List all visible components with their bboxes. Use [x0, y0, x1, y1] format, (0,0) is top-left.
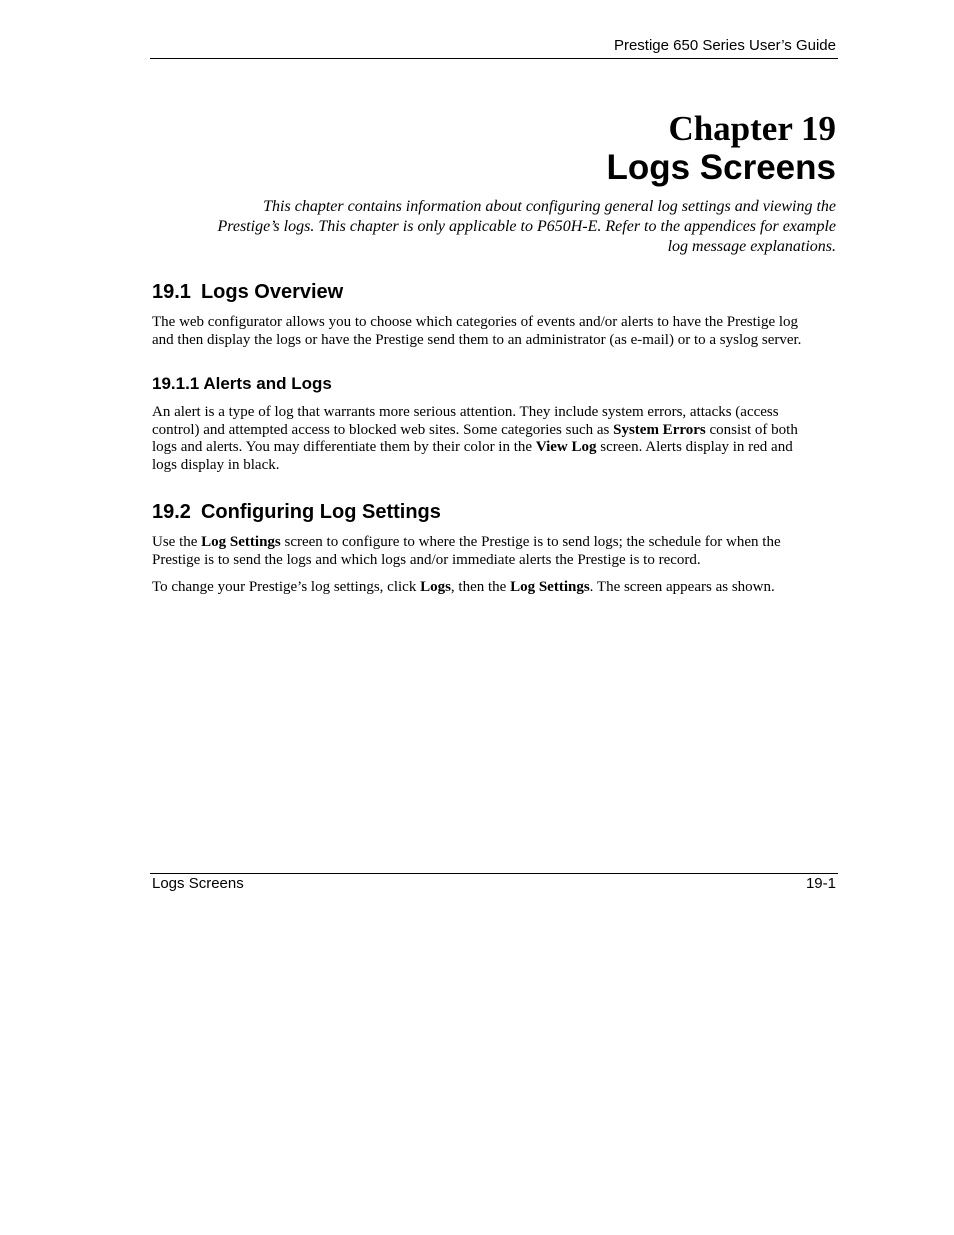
paragraph-line	[152, 422, 842, 440]
section-19-1-paragraph	[152, 314, 842, 349]
paragraph-line: logs display in black.	[152, 456, 280, 473]
section-19-2-paragraph-2	[152, 579, 842, 597]
text-run: control) and attempted access to blocked web sites. Some categories such as	[152, 421, 614, 438]
paragraph-line	[152, 439, 842, 457]
intro-line: log message explanations.	[667, 238, 836, 255]
paragraph-line	[152, 534, 842, 552]
text-run: . The screen appears as shown.	[589, 579, 775, 595]
footer-section-name: Logs Screens	[152, 875, 244, 892]
section-heading-19-2	[152, 500, 441, 524]
paragraph-line: An alert is a type of log that warrants more serious attention. They include system errors, attacks (access	[152, 404, 779, 420]
bold-term: Logs	[420, 579, 451, 595]
subsection-heading-19-1-1: 19.1.1 Alerts and Logs	[152, 374, 332, 393]
text-run: screen. Alerts display in red and	[596, 439, 793, 456]
footer-rule	[150, 873, 838, 874]
section-19-2-paragraph-1	[152, 534, 842, 569]
text-run: consist of both	[705, 421, 798, 438]
paragraph-line: Prestige is to send the logs and which logs and/or immediate alerts the Prestige is to record.	[152, 551, 701, 568]
paragraph-line: and then display the logs or have the Prestige send them to an administrator (as e-mail) or to a syslog server.	[152, 331, 802, 348]
text-run: logs and alerts. You may differentiate them by their color in the	[152, 439, 536, 456]
bold-term: Log Settings	[510, 579, 590, 595]
bold-term: View Log	[535, 439, 597, 456]
text-run: , then the	[450, 579, 511, 595]
section-title: Logs Overview	[200, 281, 344, 303]
intro-line: This chapter contains information about configuring general log settings and viewing the	[263, 198, 836, 215]
bold-term: Log Settings	[201, 534, 281, 550]
paragraph-line: The web configurator allows you to choose which categories of events and/or alerts to have the Prestige log	[152, 314, 799, 330]
subsection-19-1-1-paragraph	[152, 404, 842, 474]
footer-page-number: 19-1	[805, 875, 836, 892]
header-rule	[150, 58, 838, 59]
text-run: To change your Prestige’s log settings, click	[152, 579, 421, 595]
running-header: Prestige 650 Series User’s Guide	[613, 37, 836, 54]
section-heading-19-1	[152, 280, 343, 304]
section-title: Configuring Log Settings	[200, 501, 441, 523]
intro-line: Prestige’s logs. This chapter is only applicable to P650H-E. Refer to the appendices for example	[217, 218, 836, 235]
text-run: Use the	[152, 534, 202, 550]
section-number: 19.2	[152, 501, 191, 523]
paragraph-line	[152, 579, 842, 597]
chapter-title: Logs Screens	[606, 148, 836, 187]
chapter-number: Chapter 19	[668, 109, 836, 148]
text-run: screen to configure to where the Prestige is to send logs; the schedule for when the	[280, 534, 781, 550]
bold-term: System Errors	[613, 421, 706, 438]
section-number: 19.1	[152, 281, 191, 303]
chapter-intro	[150, 197, 836, 257]
